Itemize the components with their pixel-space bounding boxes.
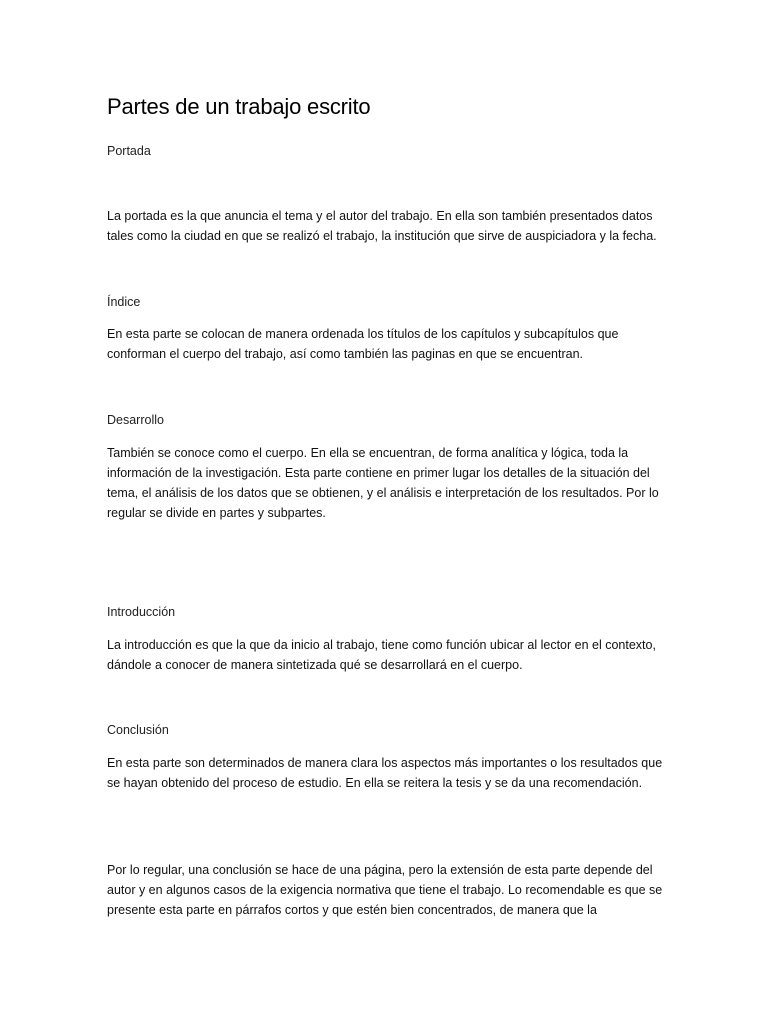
section-heading-indice: Índice — [107, 295, 141, 309]
section-paragraph-introduccion: La introducción es que la que da inicio al trabajo, tiene como función ubicar al lector en el contexto, dándole a conocer de manera sintetizada qué se desarrollará en el cuerpo. — [107, 638, 656, 672]
section-paragraph-indice: En esta parte se colocan de manera ordenada los títulos de los capítulos y subcapítulos que conforman el cuerpo del trabajo, así como también las paginas en que se encuentran. — [107, 327, 619, 361]
section-paragraph-conclusion: En esta parte son determinados de manera clara los aspectos más importantes o los resultados que se hayan obtenido del proceso de estudio. En ella se reitera la tesis y se da una recomendación. — [107, 756, 663, 790]
section-heading-desarrollo: Desarrollo — [107, 413, 164, 427]
section-paragraph-conclusion-2: Por lo regular, una conclusión se hace de una página, pero la extensión de esta parte depende del autor y en algunos casos de la exigencia normativa que tiene el trabajo. Lo recomendable es que se presente esta parte en párrafos cortos y que estén bien concentrados, de manera que la — [107, 863, 663, 917]
section-heading-conclusion: Conclusión — [107, 723, 169, 737]
section-heading-introduccion: Introducción — [107, 605, 176, 619]
page-title: Partes de un trabajo escrito — [107, 94, 371, 119]
section-paragraph-portada: La portada es la que anuncia el tema y el autor del trabajo. En ella son también presentados datos tales como la ciudad en que se realizó el trabajo, la institución que sirve de auspiciadora y la fecha. — [107, 209, 657, 243]
section-paragraph-desarrollo: También se conoce como el cuerpo. En ella se encuentran, de forma analítica y lógica, toda la información de la investigación. Esta parte contiene en primer lugar los detalles de la situación del tema, el análisis de los datos que se obtienen, y el análisis e interpretación de los resultados. Por lo regular se divide en partes y subpartes. — [107, 446, 659, 520]
section-heading-portada: Portada — [107, 144, 151, 158]
